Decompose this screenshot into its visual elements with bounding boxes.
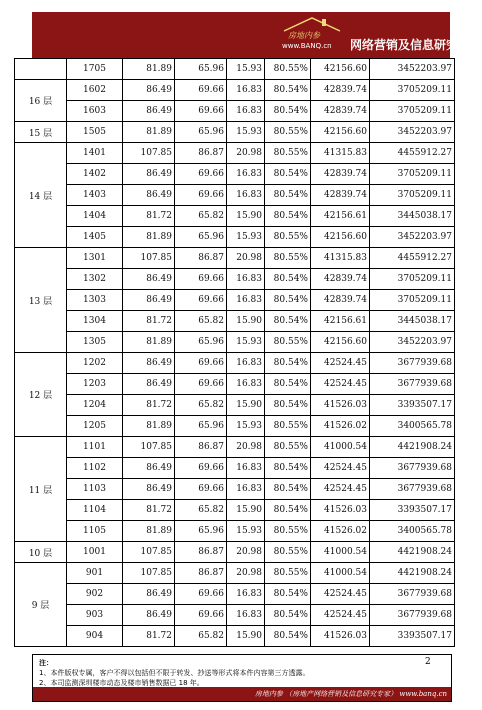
value-cell: 80.55% — [265, 542, 311, 563]
value-cell: 42156.60 — [311, 332, 370, 353]
unit-cell: 1105 — [67, 521, 123, 542]
value-cell: 86.49 — [123, 479, 175, 500]
value-cell: 86.87 — [175, 563, 227, 584]
unit-cell: 1302 — [67, 269, 123, 290]
note-line-1: 1、本件版权专属，客户不得以包括但不限于转发、抄送等形式将本件内容第三方透露。 — [39, 669, 310, 677]
value-cell: 69.66 — [175, 185, 227, 206]
value-cell: 86.49 — [123, 80, 175, 101]
value-cell: 42839.74 — [311, 164, 370, 185]
unit-cell: 1204 — [67, 395, 123, 416]
value-cell: 80.55% — [265, 563, 311, 584]
unit-cell: 1602 — [67, 80, 123, 101]
value-cell: 42839.74 — [311, 185, 370, 206]
value-cell: 41526.02 — [311, 521, 370, 542]
table-row — [15, 164, 455, 185]
value-cell: 86.49 — [123, 290, 175, 311]
value-cell: 3677939.68 — [370, 458, 455, 479]
table-row — [15, 416, 455, 437]
footer-notes — [39, 658, 309, 688]
value-cell: 69.66 — [175, 164, 227, 185]
value-cell: 41000.54 — [311, 437, 370, 458]
value-cell: 86.49 — [123, 164, 175, 185]
value-cell: 3452203.97 — [370, 227, 455, 248]
floor-cell: 16 层 — [15, 80, 67, 122]
value-cell: 69.66 — [175, 101, 227, 122]
value-cell: 3677939.68 — [370, 605, 455, 626]
value-cell: 107.85 — [123, 542, 175, 563]
table-row — [15, 122, 455, 143]
value-cell: 86.87 — [175, 437, 227, 458]
value-cell: 81.89 — [123, 227, 175, 248]
value-cell: 69.66 — [175, 584, 227, 605]
value-cell: 80.55% — [265, 521, 311, 542]
value-cell: 41526.03 — [311, 626, 370, 647]
table-row — [15, 437, 455, 458]
page-number: 2 — [425, 657, 431, 667]
value-cell: 42524.45 — [311, 479, 370, 500]
value-cell: 42524.45 — [311, 605, 370, 626]
value-cell: 80.55% — [265, 437, 311, 458]
unit-cell: 1101 — [67, 437, 123, 458]
footer-bar — [33, 687, 451, 701]
value-cell: 42156.61 — [311, 311, 370, 332]
value-cell: 69.66 — [175, 374, 227, 395]
value-cell: 4421908.24 — [370, 563, 455, 584]
value-cell: 80.55% — [265, 227, 311, 248]
value-cell: 86.87 — [175, 143, 227, 164]
unit-cell: 1202 — [67, 353, 123, 374]
value-cell: 65.82 — [175, 311, 227, 332]
value-cell: 65.96 — [175, 227, 227, 248]
value-cell: 3393507.17 — [370, 395, 455, 416]
floor-cell: 12 层 — [15, 353, 67, 437]
unit-cell: 1103 — [67, 479, 123, 500]
unit-cell: 1402 — [67, 164, 123, 185]
value-cell: 65.96 — [175, 59, 227, 80]
value-cell: 15.90 — [227, 311, 265, 332]
value-cell: 69.66 — [175, 80, 227, 101]
value-cell: 4455912.27 — [370, 248, 455, 269]
value-cell: 20.98 — [227, 143, 265, 164]
value-cell: 3705209.11 — [370, 185, 455, 206]
price-table — [14, 58, 455, 647]
value-cell: 69.66 — [175, 269, 227, 290]
value-cell: 80.54% — [265, 164, 311, 185]
value-cell: 16.83 — [227, 605, 265, 626]
table-row — [15, 374, 455, 395]
value-cell: 42524.45 — [311, 374, 370, 395]
value-cell: 81.72 — [123, 626, 175, 647]
value-cell: 3445038.17 — [370, 311, 455, 332]
footer-bar-text: 房地内参 （房地产网络营销及信息研究专家） www.banq.cn — [254, 690, 447, 698]
value-cell: 42839.74 — [311, 80, 370, 101]
value-cell: 3393507.17 — [370, 500, 455, 521]
table-row — [15, 185, 455, 206]
value-cell: 3705209.11 — [370, 164, 455, 185]
value-cell: 81.72 — [123, 206, 175, 227]
unit-cell: 904 — [67, 626, 123, 647]
value-cell: 80.54% — [265, 458, 311, 479]
value-cell: 42524.45 — [311, 584, 370, 605]
note-line-2: 2、本司监测深圳楼市动态及楼市销售数据已 18 年。 — [39, 679, 204, 687]
value-cell: 69.66 — [175, 353, 227, 374]
unit-cell: 1102 — [67, 458, 123, 479]
floor-cell — [15, 59, 67, 80]
unit-cell: 1401 — [67, 143, 123, 164]
unit-cell: 1603 — [67, 101, 123, 122]
floor-cell: 11 层 — [15, 437, 67, 542]
value-cell: 41000.54 — [311, 542, 370, 563]
value-cell: 86.49 — [123, 584, 175, 605]
unit-cell: 1301 — [67, 248, 123, 269]
value-cell: 41315.83 — [311, 248, 370, 269]
table-row — [15, 143, 455, 164]
value-cell: 3677939.68 — [370, 479, 455, 500]
value-cell: 86.49 — [123, 269, 175, 290]
value-cell: 107.85 — [123, 143, 175, 164]
table-row — [15, 584, 455, 605]
value-cell: 81.89 — [123, 416, 175, 437]
price-table-body — [15, 59, 455, 647]
value-cell: 16.83 — [227, 374, 265, 395]
value-cell: 86.49 — [123, 185, 175, 206]
unit-cell: 901 — [67, 563, 123, 584]
table-row — [15, 332, 455, 353]
unit-cell: 1303 — [67, 290, 123, 311]
value-cell: 81.72 — [123, 311, 175, 332]
table-row — [15, 227, 455, 248]
value-cell: 86.49 — [123, 101, 175, 122]
value-cell: 65.96 — [175, 521, 227, 542]
value-cell: 15.90 — [227, 626, 265, 647]
table-row — [15, 542, 455, 563]
value-cell: 42156.60 — [311, 227, 370, 248]
value-cell: 80.54% — [265, 290, 311, 311]
value-cell: 16.83 — [227, 80, 265, 101]
value-cell: 16.83 — [227, 101, 265, 122]
floor-cell: 14 层 — [15, 143, 67, 248]
table-row — [15, 563, 455, 584]
company-logo — [282, 16, 342, 56]
floor-cell: 13 层 — [15, 248, 67, 353]
value-cell: 81.89 — [123, 521, 175, 542]
value-cell: 80.54% — [265, 374, 311, 395]
value-cell: 42839.74 — [311, 269, 370, 290]
value-cell: 42156.61 — [311, 206, 370, 227]
unit-cell: 1305 — [67, 332, 123, 353]
floor-cell: 15 层 — [15, 122, 67, 143]
unit-cell: 1205 — [67, 416, 123, 437]
note-title: 注： — [39, 659, 53, 667]
value-cell: 80.55% — [265, 122, 311, 143]
value-cell: 69.66 — [175, 290, 227, 311]
table-row — [15, 248, 455, 269]
value-cell: 80.54% — [265, 185, 311, 206]
table-row — [15, 521, 455, 542]
value-cell: 4455912.27 — [370, 143, 455, 164]
value-cell: 42839.74 — [311, 290, 370, 311]
value-cell: 15.90 — [227, 395, 265, 416]
unit-cell: 1001 — [67, 542, 123, 563]
value-cell: 65.96 — [175, 416, 227, 437]
value-cell: 80.54% — [265, 101, 311, 122]
header-slogan: 网络营销及信息研究专家 — [350, 38, 482, 52]
table-row — [15, 206, 455, 227]
unit-cell: 1403 — [67, 185, 123, 206]
value-cell: 3705209.11 — [370, 290, 455, 311]
unit-cell: 1705 — [67, 59, 123, 80]
footer — [32, 654, 452, 702]
value-cell: 15.93 — [227, 122, 265, 143]
value-cell: 3452203.97 — [370, 122, 455, 143]
value-cell: 41526.03 — [311, 395, 370, 416]
value-cell: 81.72 — [123, 395, 175, 416]
value-cell: 15.93 — [227, 332, 265, 353]
value-cell: 41000.54 — [311, 563, 370, 584]
unit-cell: 1104 — [67, 500, 123, 521]
value-cell: 81.72 — [123, 500, 175, 521]
value-cell: 3705209.11 — [370, 101, 455, 122]
value-cell: 80.54% — [265, 605, 311, 626]
value-cell: 81.89 — [123, 122, 175, 143]
value-cell: 80.54% — [265, 80, 311, 101]
value-cell: 69.66 — [175, 605, 227, 626]
value-cell: 3393507.17 — [370, 626, 455, 647]
value-cell: 65.96 — [175, 332, 227, 353]
table-row — [15, 101, 455, 122]
value-cell: 107.85 — [123, 248, 175, 269]
value-cell: 80.55% — [265, 59, 311, 80]
value-cell: 4421908.24 — [370, 542, 455, 563]
value-cell: 80.54% — [265, 206, 311, 227]
value-cell: 80.54% — [265, 269, 311, 290]
value-cell: 20.98 — [227, 437, 265, 458]
floor-cell: 10 层 — [15, 542, 67, 563]
table-row — [15, 458, 455, 479]
value-cell: 65.96 — [175, 122, 227, 143]
value-cell: 81.89 — [123, 332, 175, 353]
value-cell: 86.49 — [123, 353, 175, 374]
value-cell: 15.93 — [227, 59, 265, 80]
value-cell: 4421908.24 — [370, 437, 455, 458]
table-row — [15, 626, 455, 647]
value-cell: 15.93 — [227, 416, 265, 437]
value-cell: 69.66 — [175, 458, 227, 479]
value-cell: 65.82 — [175, 395, 227, 416]
value-cell: 107.85 — [123, 563, 175, 584]
value-cell: 3445038.17 — [370, 206, 455, 227]
unit-cell: 1304 — [67, 311, 123, 332]
unit-cell: 1405 — [67, 227, 123, 248]
table-row — [15, 80, 455, 101]
value-cell: 69.66 — [175, 479, 227, 500]
header-banner — [32, 12, 482, 58]
value-cell: 3705209.11 — [370, 80, 455, 101]
value-cell: 80.55% — [265, 416, 311, 437]
unit-cell: 903 — [67, 605, 123, 626]
table-row — [15, 311, 455, 332]
value-cell: 3705209.11 — [370, 269, 455, 290]
value-cell: 80.54% — [265, 584, 311, 605]
value-cell: 15.93 — [227, 521, 265, 542]
value-cell: 16.83 — [227, 290, 265, 311]
value-cell: 42839.74 — [311, 101, 370, 122]
value-cell: 41526.03 — [311, 500, 370, 521]
value-cell: 80.55% — [265, 248, 311, 269]
table-row — [15, 59, 455, 80]
value-cell: 80.54% — [265, 479, 311, 500]
table-row — [15, 500, 455, 521]
value-cell: 41315.83 — [311, 143, 370, 164]
logo-site-text: www.BANQ.cn — [282, 42, 332, 50]
value-cell: 3677939.68 — [370, 584, 455, 605]
value-cell: 65.82 — [175, 206, 227, 227]
value-cell: 86.49 — [123, 458, 175, 479]
value-cell: 15.93 — [227, 227, 265, 248]
value-cell: 80.55% — [265, 143, 311, 164]
value-cell: 15.90 — [227, 500, 265, 521]
table-row — [15, 605, 455, 626]
value-cell: 16.83 — [227, 458, 265, 479]
value-cell: 65.82 — [175, 500, 227, 521]
value-cell: 107.85 — [123, 437, 175, 458]
value-cell: 3677939.68 — [370, 374, 455, 395]
value-cell: 80.54% — [265, 395, 311, 416]
value-cell: 3452203.97 — [370, 332, 455, 353]
value-cell: 86.49 — [123, 374, 175, 395]
table-row — [15, 353, 455, 374]
value-cell: 80.54% — [265, 626, 311, 647]
unit-cell: 902 — [67, 584, 123, 605]
value-cell: 42524.45 — [311, 353, 370, 374]
value-cell: 86.87 — [175, 248, 227, 269]
table-row — [15, 290, 455, 311]
logo-brand-text: 房地内参 — [288, 31, 320, 40]
value-cell: 80.54% — [265, 353, 311, 374]
value-cell: 16.83 — [227, 164, 265, 185]
unit-cell: 1505 — [67, 122, 123, 143]
value-cell: 42524.45 — [311, 458, 370, 479]
value-cell: 3400565.78 — [370, 521, 455, 542]
value-cell: 20.98 — [227, 542, 265, 563]
value-cell: 80.55% — [265, 332, 311, 353]
value-cell: 3452203.97 — [370, 59, 455, 80]
floor-cell: 9 层 — [15, 563, 67, 647]
value-cell: 80.54% — [265, 500, 311, 521]
value-cell: 3400565.78 — [370, 416, 455, 437]
table-row — [15, 269, 455, 290]
unit-cell: 1203 — [67, 374, 123, 395]
value-cell: 16.83 — [227, 185, 265, 206]
value-cell: 42156.60 — [311, 122, 370, 143]
value-cell: 16.83 — [227, 353, 265, 374]
value-cell: 86.87 — [175, 542, 227, 563]
value-cell: 15.90 — [227, 206, 265, 227]
value-cell: 20.98 — [227, 563, 265, 584]
value-cell: 16.83 — [227, 584, 265, 605]
unit-cell: 1404 — [67, 206, 123, 227]
value-cell: 80.54% — [265, 311, 311, 332]
value-cell: 86.49 — [123, 605, 175, 626]
value-cell: 3677939.68 — [370, 353, 455, 374]
value-cell: 41526.02 — [311, 416, 370, 437]
table-row — [15, 395, 455, 416]
value-cell: 16.83 — [227, 269, 265, 290]
value-cell: 65.82 — [175, 626, 227, 647]
table-row — [15, 479, 455, 500]
value-cell: 81.89 — [123, 59, 175, 80]
value-cell: 20.98 — [227, 248, 265, 269]
value-cell: 16.83 — [227, 479, 265, 500]
value-cell: 42156.60 — [311, 59, 370, 80]
